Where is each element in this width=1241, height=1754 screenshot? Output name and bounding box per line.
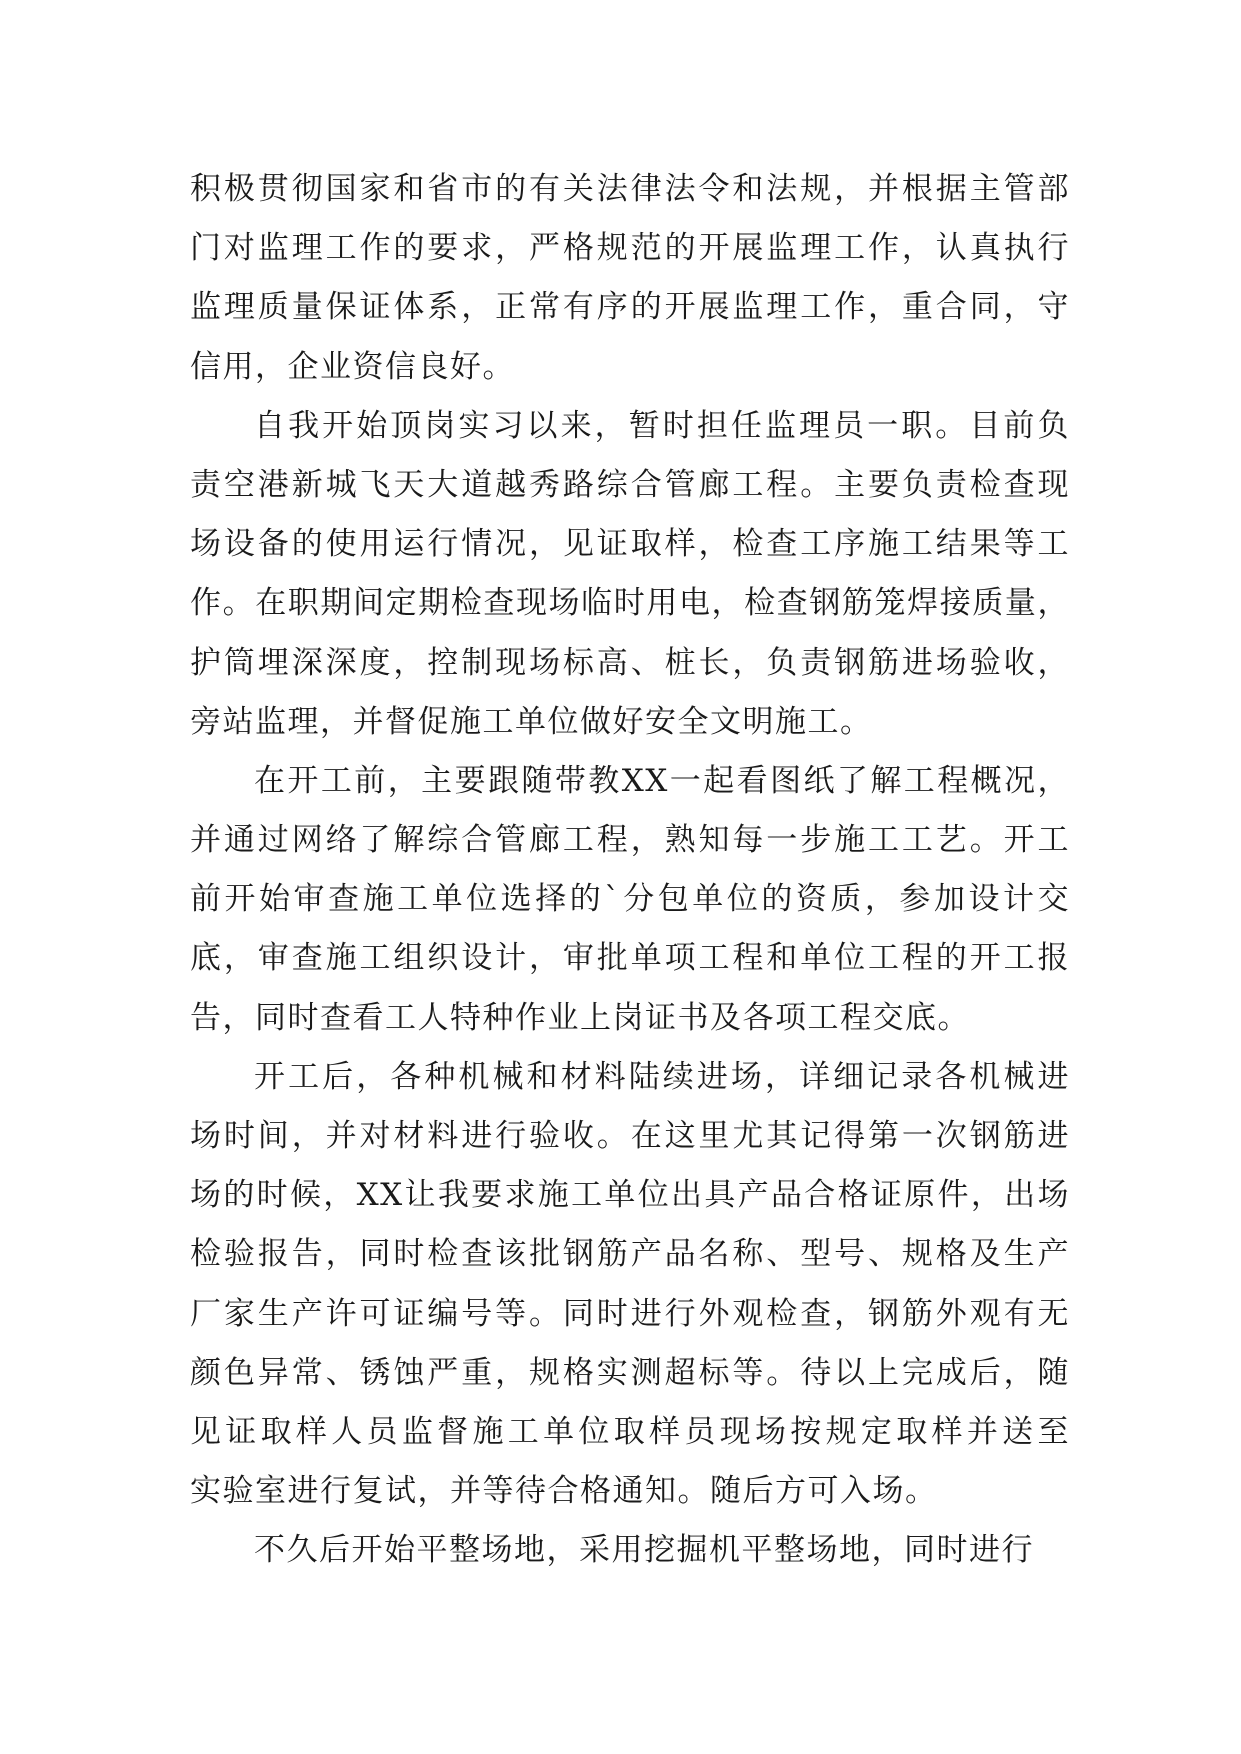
- text-line: 场时间，并对材料进行验收。在这里尤其记得第一次钢筋进: [190, 1118, 1070, 1154]
- text-line: 门对监理工作的要求，严格规范的开展监理工作，认真执行: [190, 230, 1070, 267]
- text-line: 实验室进行复试，并等待合格通知。随后方可入场。: [190, 1473, 938, 1510]
- text-line: 责空港新城飞天大道越秀路综合管廊工程。主要负责检查现: [190, 466, 1070, 503]
- text-line: 信用，企业资信良好。: [190, 348, 515, 385]
- paragraph: [190, 160, 1070, 397]
- text-line: 前开始审查施工单位选择的`分包单位的资质，参加设计交: [190, 881, 1070, 918]
- text-line: 不久后开始平整场地，采用挖掘机平整场地，同时进行: [254, 1532, 1034, 1569]
- paragraph: [190, 1048, 1070, 1522]
- text-line: 监理质量保证体系，正常有序的开展监理工作，重合同，守: [190, 289, 1070, 326]
- paragraph: [190, 397, 1070, 752]
- text-line: 自我开始顶岗实习以来，暂时担任监理员一职。目前负: [254, 407, 1070, 444]
- text-line: 底，审查施工组织设计，审批单项工程和单位工程的开工报: [190, 940, 1070, 977]
- paragraph: [190, 752, 1070, 1048]
- text-line: 检验报告，同时检查该批钢筋产品名称、型号、规格及生产: [190, 1236, 1070, 1273]
- text-line: 颜色异常、锈蚀严重，规格实测超标等。待以上完成后，随: [190, 1354, 1070, 1391]
- paragraph: [190, 1521, 1070, 1580]
- text-line: 告，同时查看工人特种作业上岗证书及各项工程交底。: [190, 999, 970, 1036]
- text-line: 见证取样人员监督施工单位取样员现场按规定取样并送至: [190, 1413, 1070, 1450]
- text-line: 并通过网络了解综合管廊工程，熟知每一步施工工艺。开工: [190, 822, 1070, 859]
- text-line: 厂家生产许可证编号等。同时进行外观检查，钢筋外观有无: [190, 1295, 1070, 1332]
- text-line: 开工后，各种机械和材料陆续进场，详细记录各机械进: [254, 1058, 1070, 1095]
- text-line: 积极贯彻国家和省市的有关法律法令和法规，并根据主管部: [190, 171, 1070, 207]
- document-body: [190, 160, 1070, 1581]
- text-line: 场设备的使用运行情况，见证取样，检查工序施工结果等工: [190, 526, 1070, 563]
- text-line: 作。在职期间定期检查现场临时用电，检查钢筋笼焊接质量，: [190, 585, 1070, 622]
- text-line: 旁站监理，并督促施工单位做好安全文明施工。: [190, 703, 873, 740]
- text-line: 场的时候，XX让我要求施工单位出具产品合格证原件，出场: [190, 1177, 1070, 1214]
- text-line: 护筒埋深深度，控制现场标高、桩长，负责钢筋进场验收，: [190, 644, 1070, 681]
- text-line: 在开工前，主要跟随带教XX一起看图纸了解工程概况，: [254, 762, 1070, 799]
